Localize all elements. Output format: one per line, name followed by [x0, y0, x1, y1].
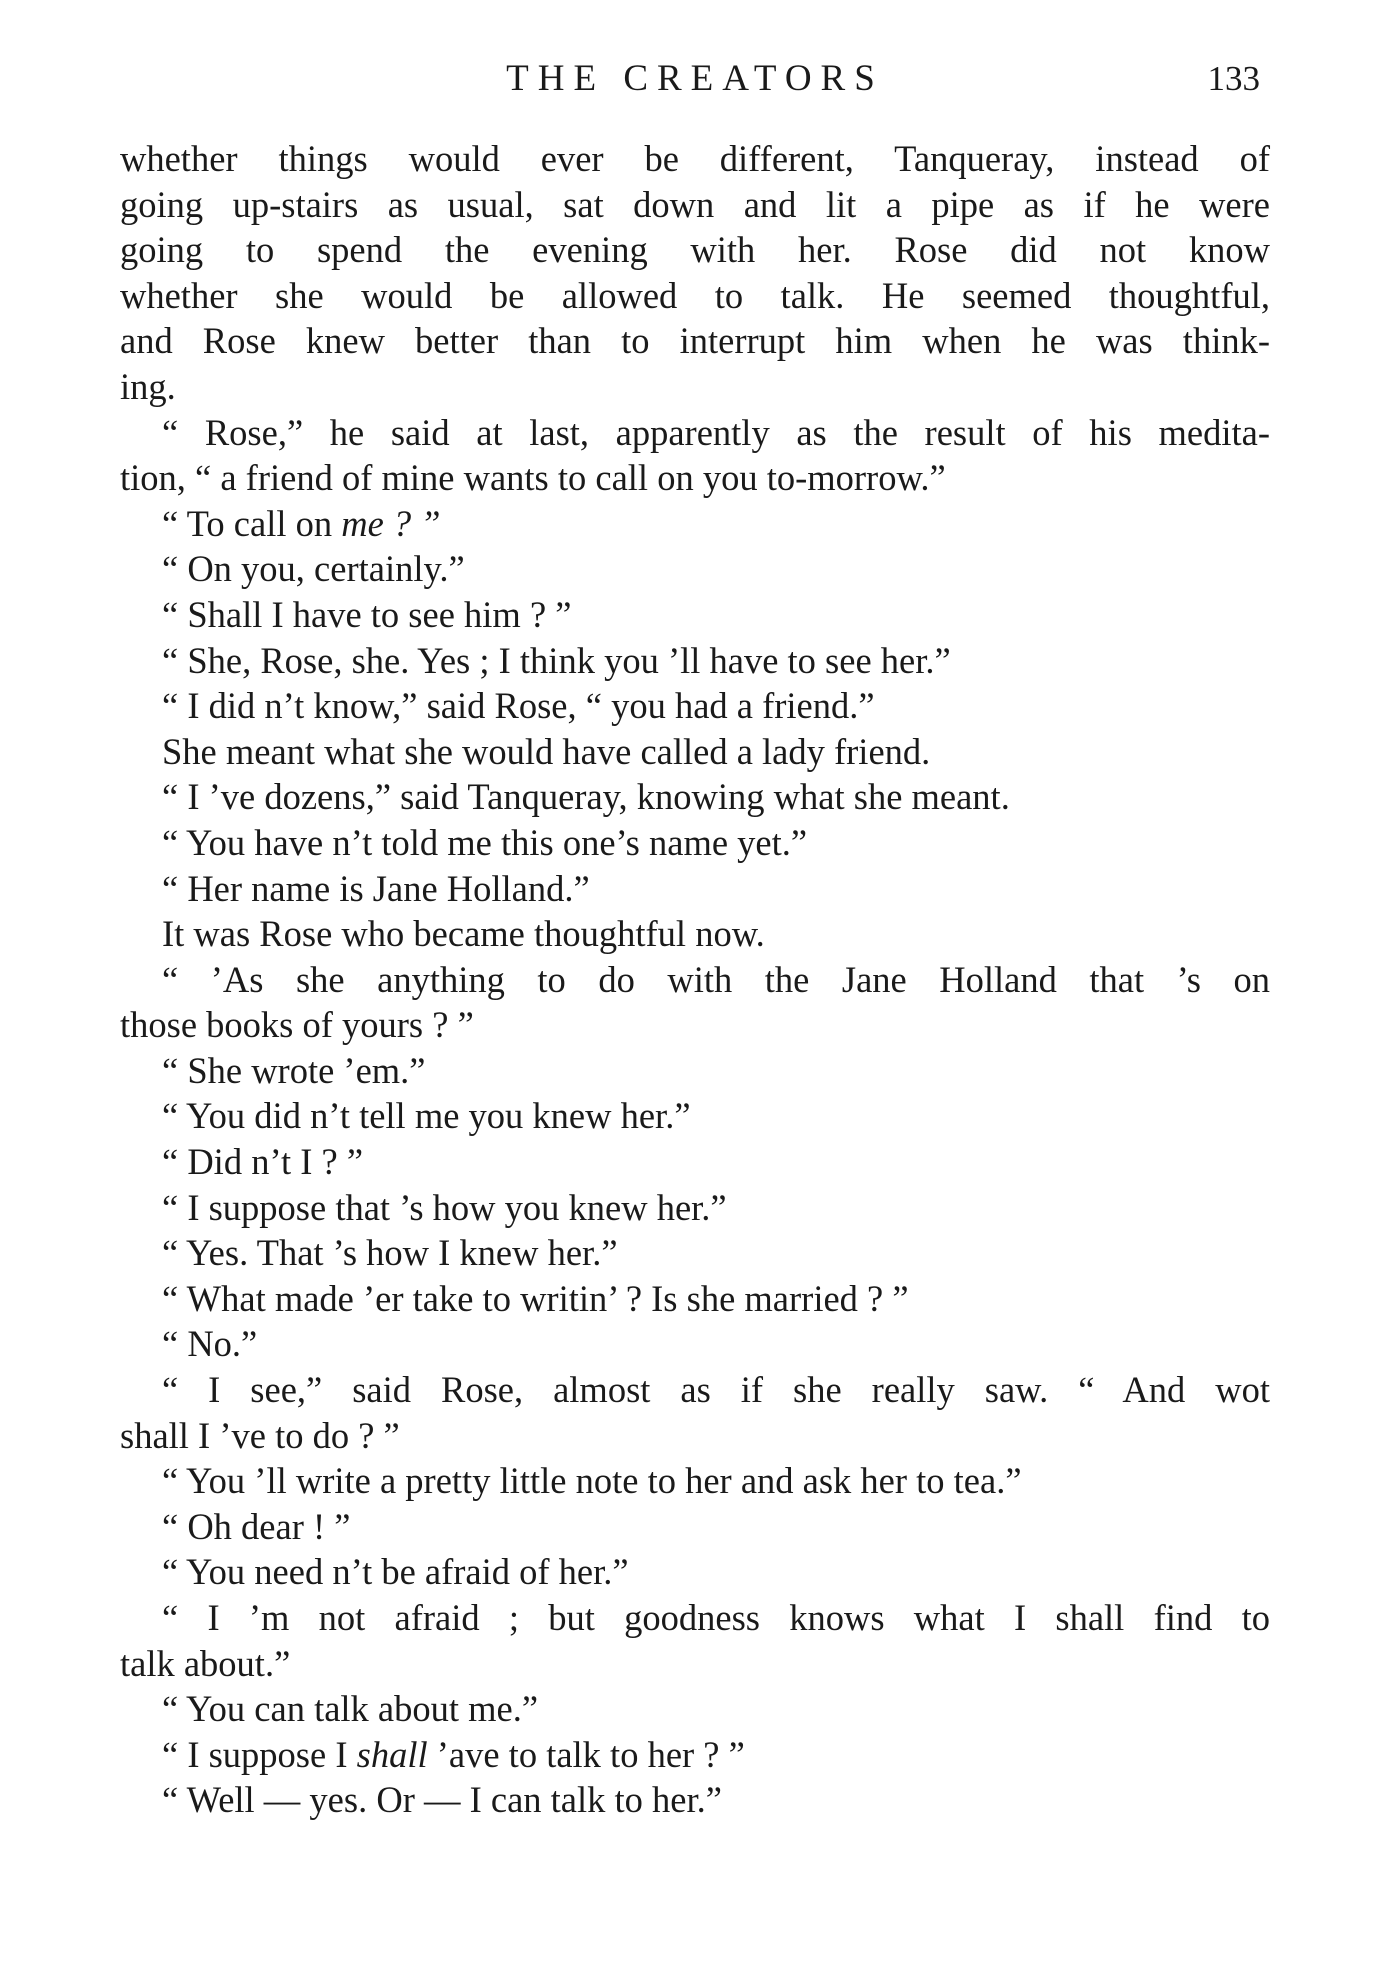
text-line: those books of yours ? ” [120, 1004, 474, 1046]
text-line: “ I did n’t know,” said Rose, “ you had a friend.” [162, 685, 875, 727]
text-line: “ She, Rose, she. Yes ; I think you ’ll have to see her.” [162, 639, 951, 681]
text-line: “ I suppose that ’s how you knew her.” [162, 1186, 727, 1228]
text-line: She meant what she would have called a lady friend. [162, 730, 931, 772]
text-line: “ Well — yes. Or — I can talk to her.” [162, 1779, 722, 1821]
text-line: whether she would be allowed to talk. He seemed thoughtful, [120, 274, 1270, 316]
text-line: “ What made ’er take to writin’ ? Is she married ? ” [162, 1277, 909, 1319]
text-line: “ Her name is Jane Holland.” [162, 867, 590, 909]
text-segment: “ I suppose I [162, 1733, 357, 1775]
text-line [120, 1732, 1270, 1778]
text-line: “ You can talk about me.” [162, 1688, 539, 1730]
text-line: “ Rose,” he said at last, apparently as the result of his medita- [162, 411, 1270, 453]
text-line: going up-stairs as usual, sat down and lit a pipe as if he were [120, 183, 1270, 225]
text-line: “ You ’ll write a pretty little note to her and ask her to tea.” [162, 1460, 1022, 1502]
text-line: whether things would ever be different, Tanqueray, instead of [120, 138, 1270, 179]
text-line: “ Yes. That ’s how I knew her.” [162, 1232, 618, 1274]
text-line: ing. [120, 365, 176, 407]
text-line: “ Oh dear ! ” [162, 1505, 351, 1547]
page-number: 133 [1207, 59, 1260, 98]
italic-text: shall [356, 1733, 428, 1775]
text-line: talk about.” [120, 1642, 291, 1684]
body-text [120, 136, 1270, 1823]
text-line: “ You need n’t be afraid of her.” [162, 1551, 629, 1593]
text-line: tion, “ a friend of mine wants to call on you to-morrow.” [120, 457, 946, 499]
text-line: “ I ’ve dozens,” said Tanqueray, knowing what she meant. [162, 776, 1010, 818]
text-line: shall I ’ve to do ? ” [120, 1414, 400, 1456]
text-line: “ You have n’t told me this one’s name yet.” [162, 821, 808, 863]
text-line: and Rose knew better than to interrupt him when he was think- [120, 320, 1270, 362]
text-line: “ Shall I have to see him ? ” [162, 593, 572, 635]
text-line: “ You did n’t tell me you knew her.” [162, 1095, 691, 1137]
text-line: “ ’As she anything to do with the Jane Holland that ’s on [162, 958, 1270, 1000]
text-segment: “ To call on [162, 502, 342, 544]
text-line: going to spend the evening with her. Rose did not know [120, 229, 1270, 271]
text-line [120, 501, 1270, 547]
text-line: “ I ’m not afraid ; but goodness knows what I shall find to [162, 1597, 1270, 1638]
text-line: “ On you, certainly.” [162, 548, 465, 590]
running-title: THE CREATORS [506, 58, 884, 99]
text-segment: ’ave to talk to her ? ” [427, 1733, 745, 1775]
text-line: “ She wrote ’em.” [162, 1049, 426, 1091]
text-line: It was Rose who became thoughtful now. [162, 913, 765, 955]
text-line: “ No.” [162, 1323, 258, 1365]
text-line: “ Did n’t I ? ” [162, 1141, 364, 1183]
italic-text: me ? ” [341, 502, 441, 544]
text-line: “ I see,” said Rose, almost as if she really saw. “ And wot [162, 1369, 1270, 1411]
running-head [120, 54, 1270, 104]
